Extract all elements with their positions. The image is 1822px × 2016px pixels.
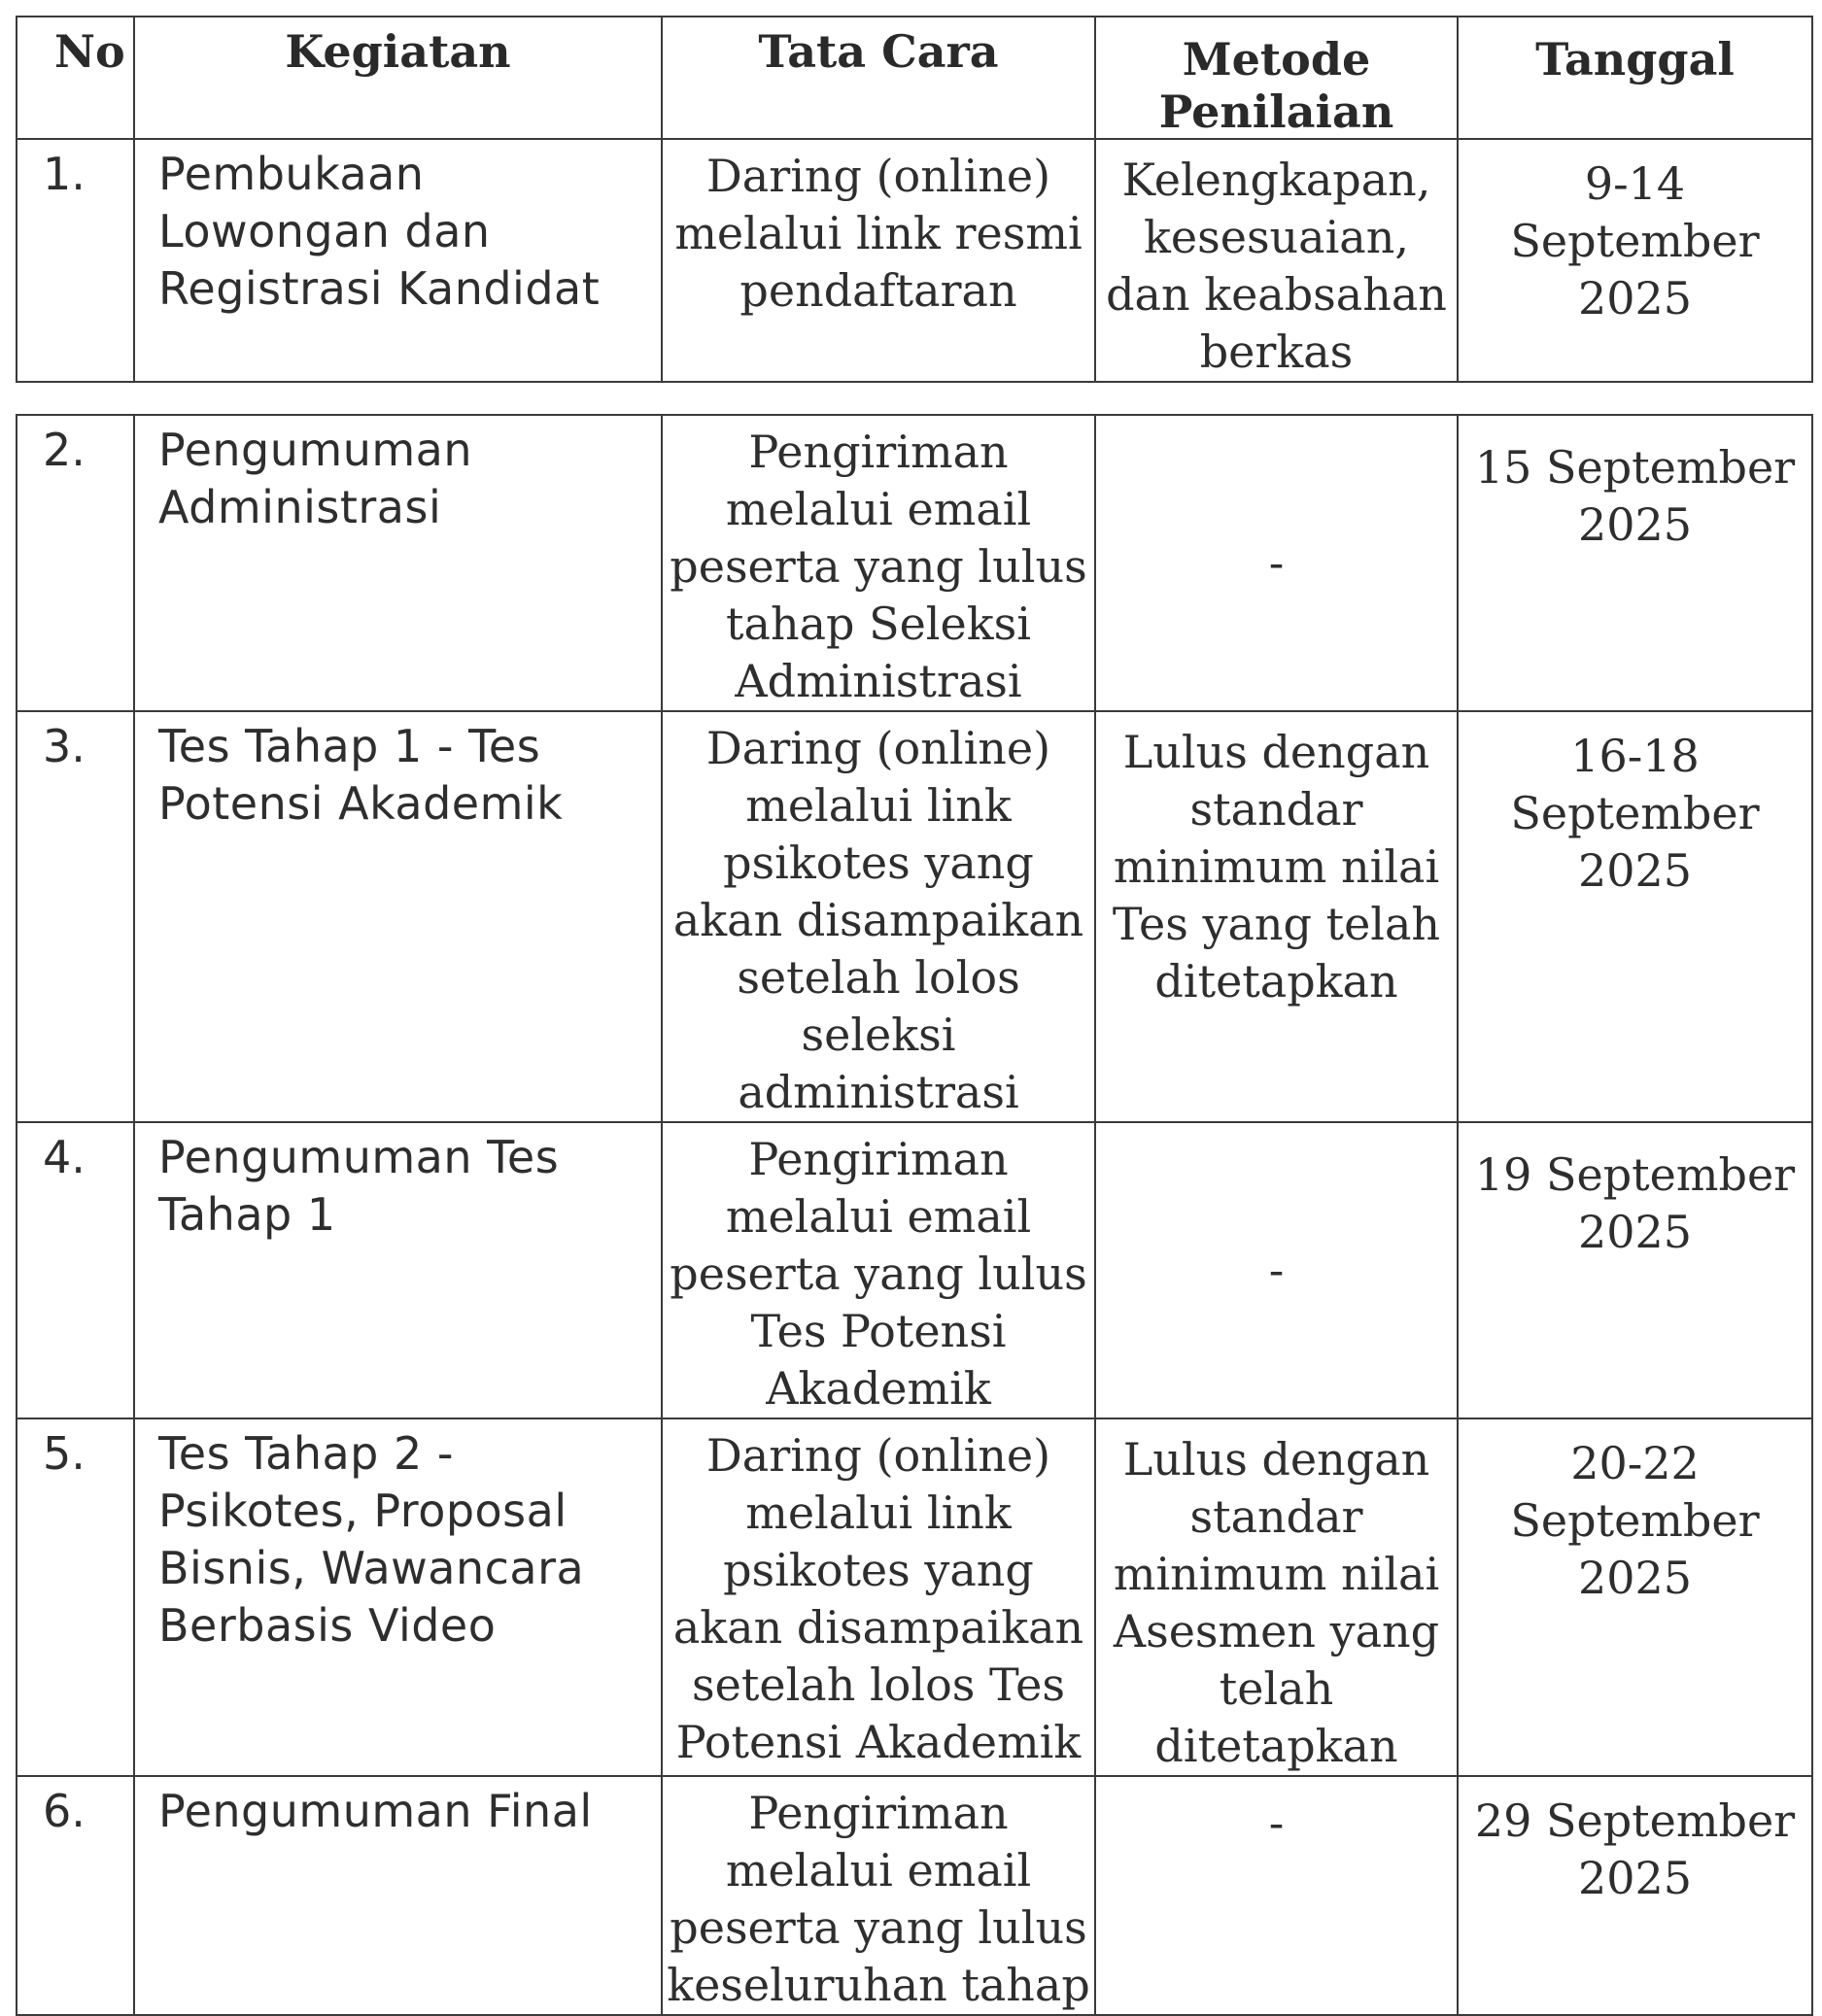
table-row (17, 711, 1812, 1122)
table-row (17, 1122, 1812, 1418)
kegiatan-cell: Pengumuman Administrasi (134, 415, 662, 711)
header-tanggal: Tanggal (1458, 17, 1812, 139)
schedule-table-part-1 (16, 16, 1813, 383)
table-row (17, 1776, 1812, 2015)
table-row (17, 415, 1812, 711)
kegiatan-cell: Tes Tahap 2 - Psikotes, Proposal Bisnis, Wawancara Berbasis Video (134, 1418, 662, 1776)
metode-cell: - (1095, 1122, 1458, 1418)
tata-cara-cell: Daring (online) melalui link resmi pendaftaran (662, 139, 1095, 382)
schedule-table-part-2 (16, 414, 1813, 2016)
metode-cell: - (1095, 1776, 1458, 2015)
header-kegiatan: Kegiatan (134, 17, 662, 139)
row-number: 3. (17, 711, 134, 1122)
row-number: 1. (17, 139, 134, 382)
kegiatan-cell: Tes Tahap 1 - Tes Potensi Akademik (134, 711, 662, 1122)
tanggal-cell: 9-14 September 2025 (1458, 139, 1812, 382)
tata-cara-cell: Pengiriman melalui email peserta yang lulus keseluruhan tahap (662, 1776, 1095, 2015)
header-no: No (17, 17, 134, 139)
tata-cara-cell: Daring (online) melalui link psikotes yang akan disampaikan setelah lolos Tes Potensi Akademik (662, 1418, 1095, 1776)
kegiatan-cell: Pengumuman Tes Tahap 1 (134, 1122, 662, 1418)
tanggal-cell: 16-18 September 2025 (1458, 711, 1812, 1122)
header-tata-cara: Tata Cara (662, 17, 1095, 139)
metode-cell: Lulus dengan standar minimum nilai Asesmen yang telah ditetapkan (1095, 1418, 1458, 1776)
table-row (17, 1418, 1812, 1776)
metode-cell: Kelengkapan, kesesuaian, dan keabsahan berkas (1095, 139, 1458, 382)
metode-cell: - (1095, 415, 1458, 711)
row-number: 4. (17, 1122, 134, 1418)
row-number: 5. (17, 1418, 134, 1776)
tanggal-cell: 29 September 2025 (1458, 1776, 1812, 2015)
kegiatan-cell: Pembukaan Lowongan dan Registrasi Kandidat (134, 139, 662, 382)
tata-cara-cell: Pengiriman melalui email peserta yang lulus tahap Seleksi Administrasi (662, 415, 1095, 711)
table-row (17, 139, 1812, 382)
tata-cara-cell: Pengiriman melalui email peserta yang lulus Tes Potensi Akademik (662, 1122, 1095, 1418)
row-number: 2. (17, 415, 134, 711)
header-metode-penilaian: Metode Penilaian (1095, 17, 1458, 139)
table-header-row (17, 17, 1812, 139)
tanggal-cell: 20-22 September 2025 (1458, 1418, 1812, 1776)
tanggal-cell: 19 September 2025 (1458, 1122, 1812, 1418)
tata-cara-cell: Daring (online) melalui link psikotes yang akan disampaikan setelah lolos seleksi administrasi (662, 711, 1095, 1122)
row-number: 6. (17, 1776, 134, 2015)
metode-cell: Lulus dengan standar minimum nilai Tes yang telah ditetapkan (1095, 711, 1458, 1122)
kegiatan-cell: Pengumuman Final (134, 1776, 662, 2015)
tanggal-cell: 15 September 2025 (1458, 415, 1812, 711)
